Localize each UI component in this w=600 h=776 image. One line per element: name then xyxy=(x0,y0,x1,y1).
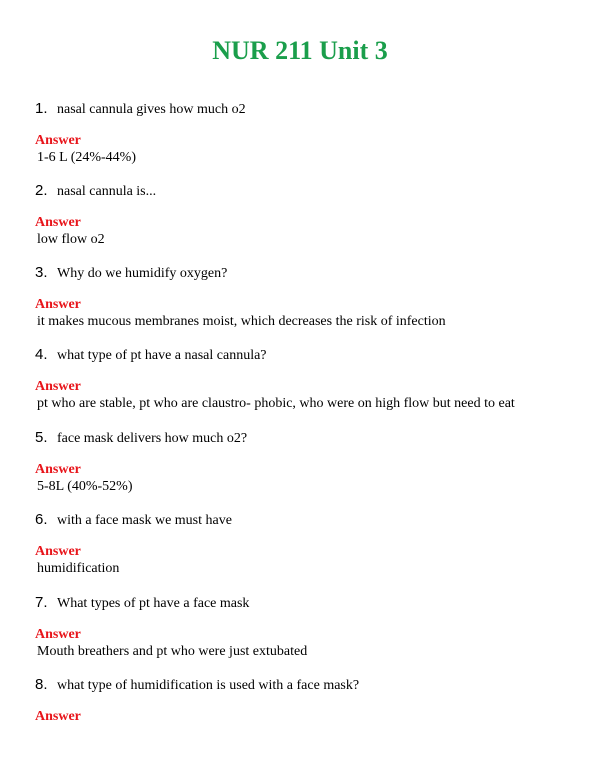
question-text: What types of pt have a face mask xyxy=(57,596,250,611)
question-line xyxy=(35,511,575,531)
qa-item-8 xyxy=(35,676,575,725)
question-line xyxy=(35,182,575,202)
answer-text: 1-6 L (24%-44%) xyxy=(37,150,137,165)
qa-item-3 xyxy=(35,264,575,330)
question-line xyxy=(35,594,575,614)
question-text: what type of humidification is used with a face mask? xyxy=(57,678,360,693)
answer-label: Answer xyxy=(35,462,81,477)
answer-label: Answer xyxy=(35,379,81,394)
question-line xyxy=(35,100,575,120)
question-number: 3. xyxy=(35,264,48,281)
answer-label: Answer xyxy=(35,297,81,312)
qa-item-6 xyxy=(35,511,575,577)
qa-item-2 xyxy=(35,182,575,248)
answer-text: humidification xyxy=(37,561,120,576)
answer-label: Answer xyxy=(35,544,81,559)
qa-item-4 xyxy=(35,346,575,412)
question-text: nasal cannula gives how much o2 xyxy=(57,102,246,117)
answer-text: Mouth breathers and pt who were just extubated xyxy=(37,644,308,659)
question-number: 6. xyxy=(35,511,48,528)
answer-text: 5-8L (40%-52%) xyxy=(37,479,133,494)
answer-label: Answer xyxy=(35,709,81,724)
qa-item-7 xyxy=(35,594,575,660)
qa-item-5 xyxy=(35,429,575,495)
question-line xyxy=(35,429,575,449)
question-number: 2. xyxy=(35,182,48,199)
question-text: what type of pt have a nasal cannula? xyxy=(57,348,267,363)
answer-label: Answer xyxy=(35,627,81,642)
answer-text: it makes mucous membranes moist, which decreases the risk of infection xyxy=(37,314,446,329)
answer-label: Answer xyxy=(35,133,81,148)
question-text: nasal cannula is... xyxy=(57,184,157,199)
question-number: 4. xyxy=(35,346,48,363)
qa-item-1 xyxy=(35,100,575,166)
question-number: 5. xyxy=(35,429,48,446)
question-line xyxy=(35,264,575,284)
question-text: Why do we humidify oxygen? xyxy=(57,266,228,281)
document-title: NUR 211 Unit 3 xyxy=(212,36,388,65)
answer-text: low flow o2 xyxy=(37,232,105,247)
answer-label: Answer xyxy=(35,215,81,230)
question-line xyxy=(35,676,575,696)
question-line xyxy=(35,346,575,366)
question-number: 1. xyxy=(35,100,48,117)
question-text: face mask delivers how much o2? xyxy=(57,431,248,446)
answer-text: pt who are stable, pt who are claustro- phobic, who were on high flow but need to eat xyxy=(37,396,515,411)
question-text: with a face mask we must have xyxy=(57,513,232,528)
question-number: 7. xyxy=(35,594,48,611)
question-number: 8. xyxy=(35,676,48,693)
